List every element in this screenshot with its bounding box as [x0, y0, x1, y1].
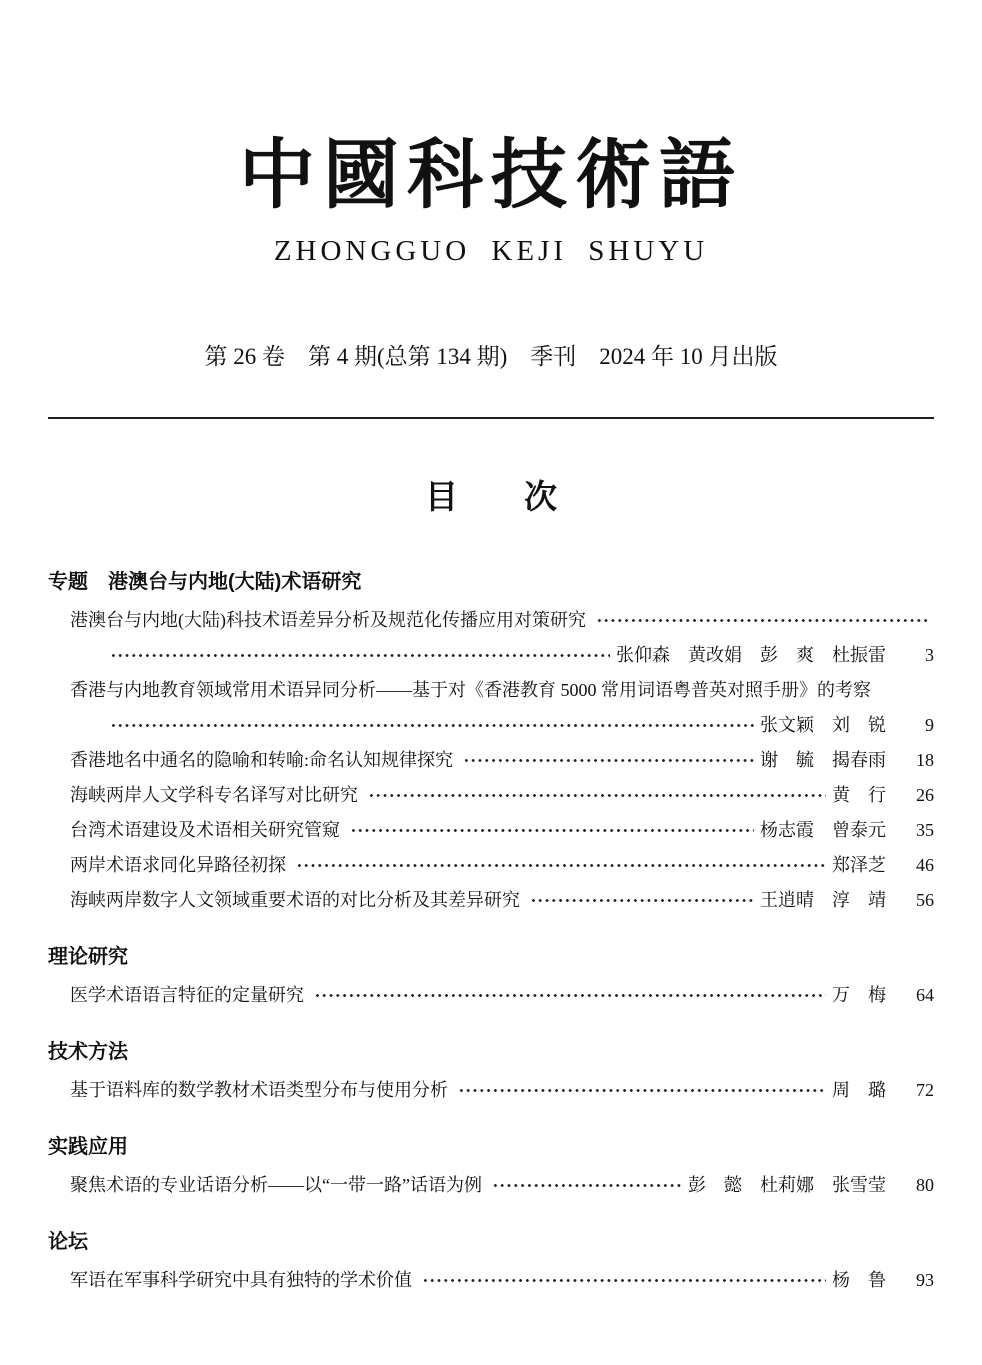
article-title: 聚焦术语的专业话语分析——以“一带一路”话语为例: [70, 1175, 482, 1195]
issue-info: 第 26 卷 第 4 期(总第 134 期) 季刊 2024 年 10 月出版: [204, 344, 778, 369]
toc-entry: [48, 778, 934, 813]
section-methods: [48, 1039, 934, 1108]
article-authors: 王逍晴 淳 靖: [760, 890, 886, 910]
article-authors: 彭 懿 杜莉娜 张雪莹: [688, 1175, 886, 1195]
dot-leader: [492, 1177, 682, 1194]
page-number: 9: [925, 715, 934, 735]
article-title: 基于语料库的数学教材术语类型分布与使用分析: [70, 1080, 448, 1100]
section-header: 技术方法: [48, 1041, 128, 1063]
journal-title-calligraphy: 中國科技術語: [239, 134, 743, 218]
table-of-contents: [48, 569, 934, 1298]
page-number: 46: [916, 855, 934, 875]
toc-entry: [48, 883, 934, 918]
article-title: 台湾术语建设及术语相关研究管窥: [70, 820, 340, 840]
article-title: 两岸术语求同化异路径初探: [70, 855, 286, 875]
article-title: 港澳台与内地(大陆)科技术语差异分析及规范化传播应用对策研究: [70, 610, 586, 630]
article-title: 海峡两岸人文学科专名译写对比研究: [70, 785, 358, 805]
toc-heading: 目 次: [425, 478, 557, 515]
toc-entry: [48, 978, 934, 1013]
toc-entry: [48, 1168, 934, 1203]
page-number: 72: [916, 1080, 934, 1100]
toc-entry: [48, 603, 934, 673]
toc-entry: [48, 673, 934, 743]
article-authors: 张文颖 刘 锐: [760, 715, 886, 735]
page-number: 64: [916, 985, 934, 1005]
page-number: 18: [916, 750, 934, 770]
article-title: 军语在军事科学研究中具有独特的学术价值: [70, 1270, 412, 1290]
page-number: 35: [916, 820, 934, 840]
article-title: 香港地名中通名的隐喻和转喻:命名认知规律探究: [70, 750, 453, 770]
article-authors: 黄 行: [832, 785, 886, 805]
article-title: 医学术语语言特征的定量研究: [70, 985, 304, 1005]
section-forum: [48, 1229, 934, 1298]
toc-entry: [48, 1073, 934, 1108]
toc-entry-author-line: [70, 638, 934, 673]
section-special-topic: [48, 569, 934, 918]
section-theory: [48, 944, 934, 1013]
dot-leader: [530, 892, 754, 909]
dot-leader: [110, 717, 754, 734]
page-number: 26: [916, 785, 934, 805]
toc-entry: [48, 848, 934, 883]
page-number: 3: [925, 645, 934, 665]
dot-leader: [296, 857, 826, 874]
section-header: 理论研究: [48, 946, 128, 968]
section-header: 实践应用: [48, 1136, 128, 1158]
section-practice: [48, 1134, 934, 1203]
article-authors: 杨志霞 曾泰元: [760, 820, 886, 840]
dot-leader: [314, 987, 826, 1004]
dot-leader: [110, 647, 610, 664]
page-number: 56: [916, 890, 934, 910]
toc-entry-author-line: [70, 708, 934, 743]
article-authors: 谢 毓 揭春雨: [760, 750, 886, 770]
article-authors: 周 璐: [832, 1080, 886, 1100]
journal-title-pinyin: ZHONGGUO KEJI SHUYU: [273, 235, 709, 267]
page-number: 80: [916, 1175, 934, 1195]
toc-entry-title-line: [70, 603, 934, 638]
article-authors: 杨 鲁: [832, 1270, 886, 1290]
section-header: 专题 港澳台与内地(大陆)术语研究: [48, 571, 362, 593]
article-authors: 张仰森 黄改娟 彭 爽 杜振雷: [616, 645, 886, 665]
dot-leader: [596, 612, 928, 629]
masthead-divider: [48, 417, 934, 419]
section-header: 论坛: [48, 1231, 88, 1253]
toc-entry: [48, 1263, 934, 1298]
toc-entry: [48, 813, 934, 848]
dot-leader: [350, 822, 754, 839]
page-number: 93: [916, 1270, 934, 1290]
article-title: 香港与内地教育领域常用术语异同分析——基于对《香港教育 5000 常用词语粤普英对照手册》的考察: [70, 680, 871, 700]
dot-leader: [422, 1272, 826, 1289]
article-authors: 郑泽芝: [832, 855, 886, 875]
dot-leader: [368, 787, 826, 804]
toc-entry-title-line: [70, 673, 934, 708]
toc-entry: [48, 743, 934, 778]
dot-leader: [463, 752, 754, 769]
article-authors: 万 梅: [832, 985, 886, 1005]
article-title: 海峡两岸数字人文领域重要术语的对比分析及其差异研究: [70, 890, 520, 910]
masthead: [48, 0, 934, 419]
dot-leader: [458, 1082, 826, 1099]
